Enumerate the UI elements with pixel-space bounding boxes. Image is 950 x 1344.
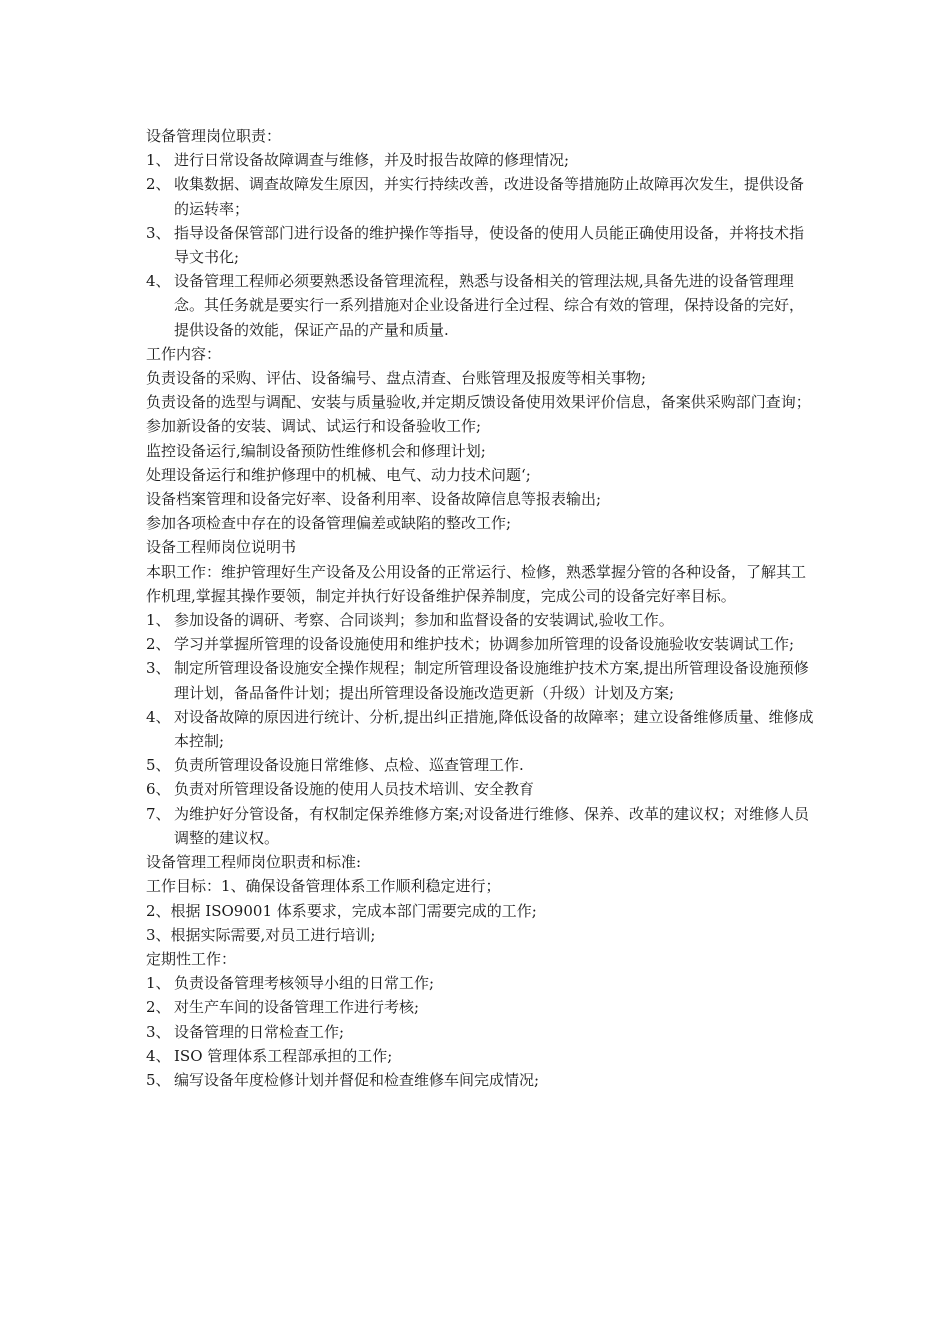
item-text: 对设备故障的原因进行统计、分析,提出纠正措施,降低设备的故障率；建立设备维修质量、维修成本控制; — [174, 707, 814, 751]
paragraph: 本职工作：维护管理好生产设备及公用设备的正常运行、检修，熟悉掌握分管的各种设备，了解其工作机理,掌握其操作要领，制定并执行好设备维护保养制度，完成公司的设备完好率目标。 — [146, 562, 807, 605]
item-number: 5、 — [146, 756, 171, 775]
list-item — [146, 221, 818, 269]
section-title: 设备工程师岗位说明书 — [146, 538, 297, 557]
item-number: 4、 — [146, 1046, 171, 1065]
item-number: 3、 — [146, 659, 171, 678]
item-text: 编写设备年度检修计划并督促和检查维修车间完成情况; — [174, 1070, 540, 1089]
list-item — [146, 1020, 818, 1044]
item-number: 7、 — [146, 804, 171, 823]
item-number: 6、 — [146, 780, 171, 799]
paragraph: 负责设备的采购、评估、设备编号、盘点清查、台账管理及报废等相关事物; — [146, 369, 647, 388]
item-text: 设备管理的日常检查工作; — [174, 1022, 345, 1041]
section-title: 工作内容： — [146, 344, 222, 363]
list-item — [146, 608, 818, 632]
item-number: 3、 — [146, 1022, 171, 1041]
paragraph: 工作目标：1、确保设备管理体系工作顺利稳定进行； — [146, 877, 501, 896]
item-text: 对生产车间的设备管理工作进行考核; — [174, 998, 420, 1017]
paragraph: 参加新设备的安装、调试、试运行和设备验收工作; — [146, 417, 482, 436]
item-text: 为维护好分管设备，有权制定保养维修方案;对设备进行维修、保养、改革的建议权；对维修人员调整的建议权。 — [174, 804, 810, 847]
list-item — [146, 632, 818, 656]
item-number: 4、 — [146, 272, 171, 291]
item-number: 1、 — [146, 151, 171, 170]
item-number: 5、 — [146, 1070, 171, 1089]
list-item — [146, 1068, 818, 1092]
list-item — [146, 148, 818, 172]
section-title: 设备管理岗位职责： — [146, 127, 282, 145]
item-text: 指导设备保管部门进行设备的维护操作等指导，使设备的使用人员能正确使用设备，并将技术指导文书化; — [174, 223, 805, 267]
paragraph: 2、根据 ISO9001 体系要求，完成本部门需要完成的工作; — [146, 901, 537, 920]
item-text: 负责对所管理设备设施的使用人员技术培训、安全教育 — [174, 780, 535, 799]
item-text: 设备管理工程师必须要熟悉设备管理流程，熟悉与设备相关的管理法规,具备先进的设备管理理念。其任务就是要实行一系列措施对企业设备进行全过程、综合有效的管理，保持设备的完好，提供设备的效能，保证产品的产量和质量. — [174, 272, 805, 339]
item-number: 2、 — [146, 635, 171, 654]
list-item — [146, 269, 818, 342]
item-text: 收集数据、调查故障发生原因，并实行持续改善，改进设备等措施防止故障再次发生，提供设备的运转率； — [174, 175, 805, 218]
list-item — [146, 777, 818, 801]
list-item — [146, 172, 818, 220]
item-number: 2、 — [146, 998, 171, 1017]
list-item — [146, 995, 818, 1019]
paragraph: 处理设备运行和维护修理中的机械、电气、动力技术问题‘; — [146, 465, 531, 484]
document-body — [146, 124, 818, 1092]
item-text: 负责所管理设备设施日常维修、点检、巡查管理工作. — [174, 756, 524, 775]
paragraph: 参加各项检查中存在的设备管理偏差或缺陷的整改工作; — [146, 514, 512, 533]
item-number: 4、 — [146, 707, 171, 726]
item-number: 3、 — [146, 223, 171, 242]
paragraph: 设备档案管理和设备完好率、设备利用率、设备故障信息等报表输出; — [146, 490, 602, 509]
item-text: 进行日常设备故障调查与维修，并及时报告故障的修理情况; — [174, 151, 570, 170]
list-item — [146, 705, 818, 753]
section-title: 定期性工作： — [146, 949, 237, 968]
item-text: 参加设备的调研、考察、合同谈判；参加和监督设备的安装调试,验收工作。 — [174, 611, 674, 630]
list-item — [146, 971, 818, 995]
list-item — [146, 802, 818, 850]
section-title: 设备管理工程师岗位职责和标准: — [146, 853, 362, 872]
item-text: ISO 管理体系工程部承担的工作; — [174, 1046, 393, 1065]
item-text: 负责设备管理考核领导小组的日常工作; — [174, 974, 435, 993]
paragraph: 负责设备的选型与调配、安装与质量验收,并定期反馈设备使用效果评价信息，备案供采购部门查询； — [146, 393, 811, 412]
list-item — [146, 656, 818, 704]
item-text: 制定所管理设备设施安全操作规程；制定所管理设备设施维护技术方案,提出所管理设备设施预修理计划，备品备件计划；提出所管理设备设施改造更新（升级）计划及方案; — [174, 659, 809, 702]
list-item — [146, 753, 818, 777]
paragraph: 3、根据实际需要,对员工进行培训; — [146, 925, 376, 944]
list-item — [146, 1044, 818, 1068]
item-number: 1、 — [146, 611, 171, 630]
item-text: 学习并掌握所管理的设备设施使用和维护技术；协调参加所管理的设备设施验收安装调试工作; — [174, 635, 795, 654]
item-number: 2、 — [146, 175, 171, 194]
paragraph: 监控设备运行,编制设备预防性维修机会和修理计划; — [146, 441, 486, 460]
item-number: 1、 — [146, 974, 171, 993]
